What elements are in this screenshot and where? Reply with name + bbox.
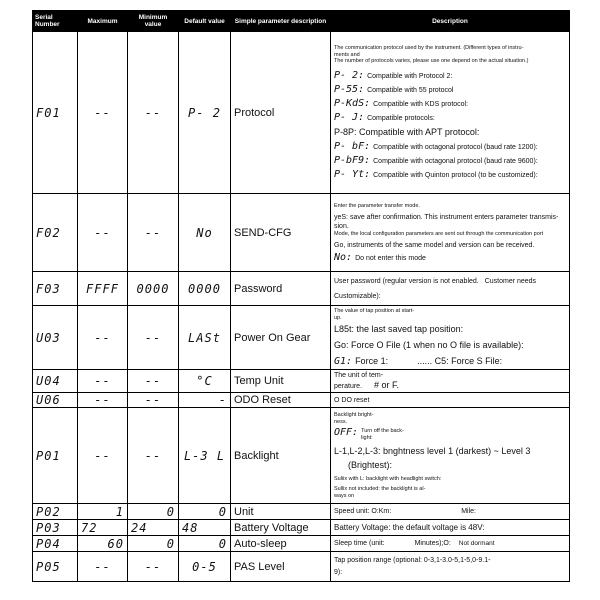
maximum-cell: -- <box>78 194 128 272</box>
name-cell: SEND-CFG <box>231 194 331 272</box>
maximum-cell: -- <box>78 306 128 370</box>
desc-text: Not dormant <box>458 540 495 547</box>
protocol-code: P-55: <box>334 83 365 95</box>
table-row <box>33 536 570 552</box>
protocol-text: Compatible with KDS protocol: <box>373 100 469 108</box>
name-cell: Backlight <box>231 408 331 504</box>
minimum-cell: -- <box>128 32 179 194</box>
desc-line <box>334 380 566 391</box>
parameter-table-container <box>32 10 569 582</box>
protocol-text: Compatible protocols: <box>367 114 435 122</box>
desc-line: Mode, the local configuration parameters are sent out through the communication port <box>334 231 544 237</box>
default-cell: 0000 <box>179 272 231 306</box>
maximum-cell: -- <box>78 408 128 504</box>
desc-line: Customizable): <box>334 292 381 300</box>
serial-cell: U04 <box>33 370 78 393</box>
desc-text: Speed unit: O:Km: <box>334 508 392 515</box>
protocol-code: P-bF9: <box>334 154 371 166</box>
header-minimum: Minimum value <box>128 11 179 32</box>
table-row <box>33 504 570 520</box>
desc-text: Sleep time (unit: <box>334 540 385 547</box>
description-cell <box>331 408 570 504</box>
desc-line <box>334 156 566 166</box>
minimum-cell: -- <box>128 370 179 393</box>
description-cell <box>331 194 570 272</box>
maximum-cell: -- <box>78 370 128 393</box>
protocol-text: Compatible with Protocol 2: <box>367 72 453 80</box>
header-serial: Serial Number <box>33 11 78 32</box>
gear-code: G1: <box>334 356 353 367</box>
desc-text: Customer needs <box>484 277 537 285</box>
table-row <box>33 32 570 194</box>
description-cell <box>331 393 570 408</box>
default-cell: 0 <box>179 504 231 520</box>
description-cell <box>331 536 570 552</box>
desc-line: ments and <box>334 51 360 58</box>
backlight-code: OFF: <box>334 427 359 438</box>
table-row <box>33 408 570 504</box>
description-cell <box>331 552 570 582</box>
serial-cell: P03 <box>33 520 78 536</box>
desc-text: Battery Voltage: the default voltage is 48V: <box>334 523 485 532</box>
name-cell: Unit <box>231 504 331 520</box>
minimum-cell: 0 <box>128 504 179 520</box>
desc-line: sion. <box>334 223 349 230</box>
minimum-cell: 24 <box>128 520 179 536</box>
desc-line: The value of tap position at start- <box>334 308 415 314</box>
header-maximum: Maximum <box>78 11 128 32</box>
desc-line: P-8P: Compatible with APT protocol: <box>334 126 480 137</box>
protocol-code: P- Yt: <box>334 168 371 180</box>
desc-line: The communication protocol used by the instrument. (Different types of instru- <box>334 45 524 52</box>
desc-line: ness. <box>334 418 348 425</box>
maximum-cell: -- <box>78 552 128 582</box>
desc-line: 9): <box>334 569 343 576</box>
protocol-code: P-KdS: <box>334 97 371 109</box>
default-cell: LASt <box>179 306 231 370</box>
default-cell: 0 <box>179 536 231 552</box>
minimum-cell: -- <box>128 552 179 582</box>
desc-line: Go, instruments of the same model and version can be received. <box>334 241 535 249</box>
desc-line <box>334 428 566 442</box>
protocol-text: Compatible with 55 protocol <box>367 86 454 94</box>
serial-cell: F02 <box>33 194 78 272</box>
maximum-cell: 1 <box>78 504 128 520</box>
table-row <box>33 393 570 408</box>
serial-cell: U06 <box>33 393 78 408</box>
desc-text: Mile: <box>461 508 476 515</box>
serial-cell: P04 <box>33 536 78 552</box>
desc-line <box>334 170 566 180</box>
desc-text: Force 1: <box>355 356 389 366</box>
description-cell <box>331 370 570 393</box>
default-cell: - <box>179 393 231 408</box>
default-cell: No <box>179 194 231 272</box>
default-cell: P- 2 <box>179 32 231 194</box>
description-cell <box>331 272 570 306</box>
desc-line <box>334 253 566 263</box>
desc-line: Go: Force O File (1 when no O file is available): <box>334 340 524 350</box>
name-cell: Battery Voltage <box>231 520 331 536</box>
serial-cell: P02 <box>33 504 78 520</box>
name-cell: Protocol <box>231 32 331 194</box>
protocol-code: P- bF: <box>334 140 371 152</box>
table-row <box>33 370 570 393</box>
desc-line: up. <box>334 314 342 321</box>
name-cell: Auto-sleep <box>231 536 331 552</box>
protocol-code: P- J: <box>334 111 365 123</box>
serial-cell: P05 <box>33 552 78 582</box>
desc-line: (Brightest): <box>348 459 393 470</box>
desc-line <box>334 71 566 81</box>
mode-code: No: <box>334 251 353 263</box>
maximum-cell: -- <box>78 393 128 408</box>
minimum-cell: -- <box>128 408 179 504</box>
maximum-cell: 72 <box>78 520 128 536</box>
description-cell <box>331 504 570 520</box>
desc-line: The number of protocols varies, please use one depend on the actual situation.) <box>334 58 529 65</box>
protocol-text: Compatible with octagonal protocol (baud rate 1200): <box>373 143 538 151</box>
default-cell: 48 <box>179 520 231 536</box>
default-cell: °C <box>179 370 231 393</box>
mode-text: Do not enter this mode <box>355 254 426 262</box>
desc-text: light: <box>361 434 373 441</box>
default-cell: L-3 L <box>179 408 231 504</box>
desc-line <box>334 99 566 109</box>
desc-line: yeS: save after confirmation. This instrument enters parameter transmis- <box>334 214 559 221</box>
description-cell <box>331 520 570 536</box>
header-description: Description <box>331 11 570 32</box>
table-row <box>33 306 570 370</box>
serial-cell: F01 <box>33 32 78 194</box>
minimum-cell: -- <box>128 393 179 408</box>
desc-line: ways on <box>334 492 355 499</box>
desc-text: O DO reset <box>334 396 370 404</box>
header-row <box>33 11 570 32</box>
desc-line <box>334 277 566 286</box>
desc-text <box>361 428 404 441</box>
serial-cell: U03 <box>33 306 78 370</box>
minimum-cell: 0 <box>128 536 179 552</box>
description-cell <box>331 32 570 194</box>
desc-text: User password (regular version is not enabled. <box>334 277 479 285</box>
serial-cell: F03 <box>33 272 78 306</box>
name-cell: Temp Unit <box>231 370 331 393</box>
minimum-cell: 0000 <box>128 272 179 306</box>
table-row <box>33 272 570 306</box>
protocol-text: Compatible with octagonal protocol (baud rate 9600): <box>373 157 538 165</box>
desc-line: Tap position range (optional: 0-3,1-3.0-5,1-5,0-9.1- <box>334 557 491 564</box>
name-cell: ODO Reset <box>231 393 331 408</box>
desc-line: The unit of tem- <box>334 372 384 379</box>
header-default: Default value <box>179 11 231 32</box>
description-cell <box>331 306 570 370</box>
protocol-code: P- 2: <box>334 69 365 81</box>
table-row <box>33 552 570 582</box>
desc-line <box>334 356 566 367</box>
table-row <box>33 194 570 272</box>
desc-line: L85t: the last saved tap position: <box>334 324 464 334</box>
desc-line: Enter the parameter transfer mode. <box>334 202 420 209</box>
name-cell: Power On Gear <box>231 306 331 370</box>
desc-line: L-1,L-2,L-3: bnghtness level 1 (darkest) ~ Level 3 <box>334 445 531 456</box>
maximum-cell: 60 <box>78 536 128 552</box>
desc-line <box>334 85 566 95</box>
desc-text: perature. <box>334 383 363 390</box>
name-cell: PAS Level <box>231 552 331 582</box>
desc-line <box>334 113 566 123</box>
default-cell: 0-5 <box>179 552 231 582</box>
parameter-table <box>32 10 570 582</box>
desc-line: Suliix with L: backlight with headlight switch: <box>334 475 442 482</box>
minimum-cell: -- <box>128 194 179 272</box>
desc-text: ...... C5: Force S File: <box>417 356 503 366</box>
desc-text: # or F. <box>374 380 400 390</box>
table-row <box>33 520 570 536</box>
maximum-cell: -- <box>78 32 128 194</box>
desc-text: Minutes);O: <box>414 540 451 547</box>
desc-text: Turn off the back- <box>361 428 404 434</box>
maximum-cell: FFFF <box>78 272 128 306</box>
protocol-text: Compatible with Quinton protocol (to be customized): <box>373 171 538 179</box>
serial-cell: P01 <box>33 408 78 504</box>
name-cell: Password <box>231 272 331 306</box>
desc-line: Sullix not included: the backlight is al- <box>334 486 426 492</box>
header-simple-description: Simple parameter description <box>231 11 331 32</box>
desc-line: Backlight bright- <box>334 412 374 418</box>
desc-line <box>334 142 566 152</box>
minimum-cell: -- <box>128 306 179 370</box>
